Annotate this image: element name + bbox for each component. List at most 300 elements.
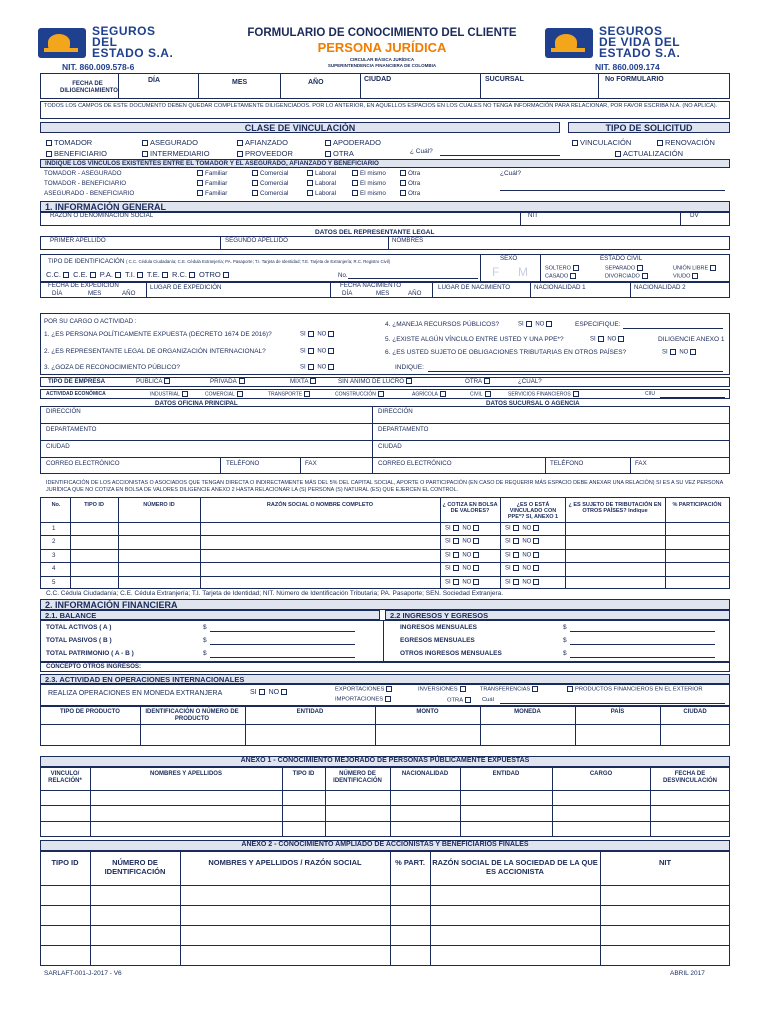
indique-label: INDIQUE:: [395, 364, 424, 371]
si-label: SI: [300, 348, 306, 355]
transferencias-checkbox[interactable]: [532, 686, 538, 692]
si-label: SI: [505, 565, 511, 572]
vinculacion-title: CLASE DE VINCULACIÓN: [40, 122, 560, 133]
currency-sign: $: [203, 624, 207, 631]
no-label: NO: [522, 525, 532, 532]
renovacion-checkbox[interactable]: [657, 140, 663, 146]
actividad-option: [470, 391, 493, 397]
comercial-checkbox[interactable]: [252, 180, 258, 186]
beneficiario-label: BENEFICIARIO: [54, 149, 107, 158]
dir-sucursal-label: DIRECCIÓN: [378, 408, 413, 415]
act-servicios-financieros-label: SERVICIOS FINANCIEROS: [508, 391, 571, 398]
currency-sign: $: [203, 637, 207, 644]
union-libre-label: UNIÓN LIBRE: [673, 265, 709, 272]
vinculo-option: [350, 180, 386, 187]
casado-label: CASADO: [545, 273, 569, 280]
id-r-c-label: R.C.: [171, 270, 187, 279]
empresa-cual-label: ¿CUÁL?: [518, 378, 542, 385]
vinculo-option-label: El mismo: [360, 180, 386, 187]
internacional-col-header: TIPO DE PRODUCTO: [60, 709, 120, 715]
anexo1-col-header: NÚMERO DE IDENTIFICACIÓN: [333, 771, 382, 784]
si-no-group: [445, 579, 481, 586]
no-label: NO: [607, 336, 617, 343]
vinculo-option-label: Laboral: [315, 190, 337, 197]
exp-mes: MES: [88, 290, 102, 297]
id-c-e-checkbox[interactable]: [90, 272, 96, 278]
si-checkbox[interactable]: [453, 525, 459, 531]
act-comercial-checkbox[interactable]: [237, 391, 243, 397]
currency-sign: $: [203, 650, 207, 657]
otra-checkbox[interactable]: [400, 190, 406, 196]
id-t-e-checkbox[interactable]: [162, 272, 168, 278]
act-agricola-checkbox[interactable]: [440, 391, 446, 397]
empresa-option: [136, 378, 172, 385]
si-checkbox[interactable]: [598, 336, 604, 342]
si-label: SI: [300, 331, 306, 338]
accionista-row-number: 3: [52, 551, 56, 559]
no-label: NO: [522, 565, 532, 572]
financiera-title: 2. INFORMACIÓN FINANCIERA: [40, 599, 730, 610]
act-construccion-checkbox[interactable]: [378, 391, 384, 397]
internacional-col-header: ENTIDAD: [296, 709, 324, 715]
tomador-checkbox[interactable]: [46, 140, 52, 146]
act-industrial-label: INDUSTRIAL: [150, 391, 180, 398]
tipo-empresa-label: TIPO DE EMPRESA: [48, 378, 106, 385]
si-no-group: [505, 538, 541, 545]
no-checkbox[interactable]: [328, 331, 334, 337]
anexo1-col-header: VINCULO/ RELACIÓN*: [48, 771, 82, 784]
vinculo-option: [250, 170, 288, 177]
inversiones-label: INVERSIONES: [418, 686, 458, 693]
vinculo-option-label: El mismo: [360, 170, 386, 177]
act-servicios-financieros-checkbox[interactable]: [573, 391, 579, 397]
id-c-c-checkbox[interactable]: [63, 272, 69, 278]
ciudad-label: CIUDAD: [364, 76, 392, 83]
si-checkbox[interactable]: [513, 538, 519, 544]
dia-label: DÍA: [148, 77, 161, 84]
vinculo-option-label: Laboral: [315, 170, 337, 177]
otra-checkbox[interactable]: [325, 151, 331, 157]
anexo2-col-header: NIT: [658, 858, 672, 867]
int-cual-label: Cuál: [482, 697, 494, 703]
no-checkbox[interactable]: [473, 565, 479, 571]
accionistas-legend: C.C. Cédula Ciudadanía; C.E. Cédula Extranjería; T.I. Tarjeta de Identidad; NIT. Número de Identificación Tributaria; PA. Pasaporte; SEN. Sociedad Extranjera.: [46, 590, 504, 597]
ano-label: AÑO: [308, 79, 324, 86]
empresa-sin-animo-de-lucro-checkbox[interactable]: [406, 378, 412, 384]
vinculo-option-label: El mismo: [360, 190, 386, 197]
anexo1-title: ANEXO 1 - CONOCIMIENTO MEJORADO DE PERSONAS PÚBLICAMENTE EXPUESTAS: [40, 756, 730, 767]
ciudad-sucursal-label: CIUDAD: [378, 443, 402, 450]
si-checkbox[interactable]: [308, 364, 314, 370]
realiza-no: NO: [268, 689, 280, 696]
si-checkbox[interactable]: [513, 552, 519, 558]
sucursal-agencia-title: DATOS SUCURSAL O AGENCIA: [486, 400, 580, 407]
anexo2-col-header: TIPO ID: [51, 858, 79, 867]
familiar-checkbox[interactable]: [197, 190, 203, 196]
si-label: SI: [445, 579, 451, 586]
anexo2-title: ANEXO 2 - CONOCIMIENTO AMPLIADO DE ACCIONISTAS Y BENEFICIARIOS FINALES: [40, 840, 730, 851]
actualizacion-checkbox[interactable]: [615, 151, 621, 157]
casado-checkbox[interactable]: [570, 273, 576, 279]
vinculo-option-label: Comercial: [260, 180, 289, 187]
el-mismo-checkbox[interactable]: [352, 180, 358, 186]
no-checkbox[interactable]: [546, 321, 552, 327]
si-label: SI: [590, 336, 596, 343]
actividad-label: ACTIVIDAD ECONÓMICA: [46, 391, 106, 397]
si-label: SI: [662, 349, 668, 356]
realiza-si-checkbox[interactable]: [259, 689, 265, 695]
vinculo-option-label: Otra: [408, 190, 421, 197]
footer-date: ABRIL 2017: [670, 970, 705, 977]
correo-sucursal-label: CORREO ELECTRÓNICO: [378, 460, 452, 467]
accionistas-col-header: RAZÓN SOCIAL O NOMBRE COMPLETO: [266, 502, 374, 508]
exp-dia: DÍA: [52, 290, 63, 297]
asegurado-label: ASEGURADO: [150, 138, 198, 147]
vinculacion-checkbox[interactable]: [572, 140, 578, 146]
productos-label: PRODUCTOS FINANCIEROS EN EL EXTERIOR: [575, 686, 703, 693]
si-no-group: [300, 364, 336, 371]
concepto-label: CONCEPTO OTROS INGRESOS:: [46, 663, 142, 670]
act-civil-label: CIVIL: [470, 391, 483, 398]
si-label: SI: [505, 579, 511, 586]
accionista-row-number: 1: [52, 525, 56, 532]
nit-left: NIT. 860.009.578-6: [62, 62, 135, 72]
vinculacion-label: VINCULACIÓN: [580, 138, 632, 147]
notice-text: TODOS LOS CAMPOS DE ESTE DOCUMENTO DEBEN QUEDAR COMPLETAMENTE DILIGENCIADOS. POR LO ANTERIOR, EN AQUELLOS ESPACIOS EN LOS CUALES NO TENGA INFORMACIÓN PARA RELACIONAR, POR FAVOR ESCRIBA N.A. (NO APLICA).: [44, 103, 718, 109]
id-otro-checkbox[interactable]: [223, 272, 229, 278]
laboral-checkbox[interactable]: [307, 180, 313, 186]
accionistas-note: IDENTIFICACIÓN DE LOS ACCIONISTAS O ASOCIADOS QUE TENGAN DIRECTA O INDIRECTAMENTE MÁS DEL 5% DEL CAPITAL SOCIAL, APORTE O PARTICIPACIÓN (EN CASO DE REQUERIR MÁS ESPACIO DEBE ANEXAR UNA RELACIÓN) SI ES A SU VEZ PERSONA JURÍDICA QUE NO COTIZA EN BOLSA DE VALORES DILIGENCIE ANEXO 2 HASTA RELACIONAR LA (S) PERSONA (S) NATURAL (ES) QUE EJERCEN EL CONTROL.: [46, 480, 723, 493]
si-checkbox[interactable]: [513, 579, 519, 585]
act-transporte-checkbox[interactable]: [304, 391, 310, 397]
tipo-id-label: TIPO DE IDENTIFICACIÓN: [48, 258, 125, 265]
empresa-otra-checkbox[interactable]: [484, 378, 490, 384]
no-label: NO: [462, 552, 472, 559]
no-label: NO: [317, 364, 327, 371]
realiza-no-checkbox[interactable]: [281, 689, 287, 695]
tipo-id-note: ( C.C. Cédula Ciudadanía; C.E. Cédula Extranjería; PA. Pasaporte; T.I. Tarjeta de Identidad; T.E. Tarjeta de Extranjería; R.C. Registro Civil): [126, 259, 391, 264]
amount-line[interactable]: [570, 644, 715, 645]
no-label: NO: [317, 348, 327, 355]
total-pasivos-label: TOTAL PASIVOS ( B ): [46, 637, 112, 644]
dv-label: DV: [690, 212, 699, 219]
vinculo-option-label: Familiar: [205, 180, 228, 187]
familiar-checkbox[interactable]: [197, 170, 203, 176]
si-checkbox[interactable]: [453, 565, 459, 571]
ciudad-principal-label: CIUDAD: [46, 443, 70, 450]
sexo-label: SEXO: [500, 255, 518, 262]
vinculo-option-label: Familiar: [205, 190, 228, 197]
si-label: SI: [445, 552, 451, 559]
estado-civil-label: ESTADO CIVIL: [600, 255, 643, 262]
importaciones-checkbox[interactable]: [385, 696, 391, 702]
si-label: SI: [505, 525, 511, 532]
lamp-emblem-icon: [545, 28, 593, 58]
vinculos-title: INDIQUE LOS VÍNCULOS EXISTENTES ENTRE EL TOMADOR Y EL ASEGURADO, AFIANZADO Y BENEFICIARIO: [40, 159, 730, 168]
fecha-label: FECHA DE DILIGENCIAMIENTO: [60, 81, 118, 94]
balance-title: 2.1. BALANCE: [40, 610, 380, 620]
vinculo-option: [398, 170, 420, 177]
si-checkbox[interactable]: [308, 348, 314, 354]
accionista-row-number: 2: [52, 538, 56, 546]
si-checkbox[interactable]: [513, 525, 519, 531]
lamp-emblem-icon: [38, 28, 86, 58]
accionistas-col-header: ¿ COTIZA EN BOLSA DE VALORES?: [442, 502, 498, 514]
si-checkbox[interactable]: [513, 565, 519, 571]
si-checkbox[interactable]: [453, 579, 459, 585]
anexo2-col-header: % PART.: [395, 858, 425, 867]
act-agricola-label: AGRÍCOLA: [412, 391, 438, 398]
vinculo-option-label: Otra: [408, 180, 421, 187]
circular-text: CIRCULAR BÁSICA JURÍDICA: [349, 57, 415, 62]
nacionalidad2-label: NACIONALIDAD 2: [634, 284, 686, 291]
familiar-checkbox[interactable]: [197, 180, 203, 186]
diligencie-anexo1-label: DILIGENCIE ANEXO 1: [658, 336, 725, 343]
cual-label: ¿ Cuál?: [410, 148, 433, 155]
fecha-exp-label: FECHA DE EXPEDICIÓN: [48, 282, 119, 289]
dir-principal-label: DIRECCIÓN: [46, 408, 81, 415]
realiza-si: SI: [250, 689, 257, 696]
no-checkbox[interactable]: [533, 525, 539, 531]
depto-sucursal-label: DEPARTAMENTO: [378, 426, 429, 433]
sexo-f[interactable]: F: [492, 265, 500, 279]
id-r-c-checkbox[interactable]: [189, 272, 195, 278]
internacional-col-header: IDENTIFICACIÓN O NÚMERO DE PRODUCTO: [145, 709, 239, 722]
empresa-privada-label: PRIVADA: [210, 378, 237, 385]
mes-label: MES: [232, 79, 248, 86]
empresa-option: [338, 378, 414, 385]
form-subtitle: PERSONA JURÍDICA: [317, 40, 447, 55]
asegurado-checkbox[interactable]: [142, 140, 148, 146]
internacional-col-header: MONTO: [416, 709, 439, 715]
anexo1-col-header: NACIONALIDAD: [401, 771, 449, 777]
transferencias-label: TRANSFERENCIAS: [480, 686, 531, 693]
no-label: NO: [522, 579, 532, 586]
internacional-col-header: PAÍS: [610, 709, 625, 715]
separado-label: SEPARADO: [605, 265, 636, 272]
vinculo-option: [350, 170, 386, 177]
razon-social-label: RAZÓN O DENOMINACIÓN SOCIAL: [50, 212, 154, 219]
act-industrial-checkbox[interactable]: [182, 391, 188, 397]
id-t-i-label: T.I.: [124, 270, 135, 279]
otra-op-label: OTRA: [447, 697, 464, 704]
si-checkbox[interactable]: [453, 552, 459, 558]
afianzado-checkbox[interactable]: [237, 140, 243, 146]
si-label: SI: [518, 321, 524, 328]
empresa-option: [210, 378, 247, 385]
empresa-mixta-label: MIXTA: [290, 378, 309, 385]
no-checkbox[interactable]: [533, 565, 539, 571]
vinculo-row-label: TOMADOR - ASEGURADO: [44, 170, 122, 177]
exportaciones-label: EXPORTACIONES: [335, 686, 385, 693]
no-checkbox[interactable]: [328, 364, 334, 370]
si-no-group: [445, 565, 481, 572]
sexo-m[interactable]: M: [518, 265, 528, 279]
actividad-option: [335, 391, 386, 397]
si-checkbox[interactable]: [526, 321, 532, 327]
segundo-apellido-label: SEGUNDO APELLIDO: [225, 237, 288, 244]
si-no-group: [505, 552, 541, 559]
vinculo-option: [195, 180, 227, 187]
id-p-a-label: P.A.: [99, 270, 113, 279]
no-label: NO: [462, 538, 472, 545]
empresa-privada-checkbox[interactable]: [239, 378, 245, 384]
apoderado-label: APODERADO: [333, 138, 381, 147]
accionistas-col-header: ¿ES O ESTÁ VINCULADO CON PPE*? SI, ANEXO 1: [507, 502, 559, 520]
logo-seguros-de-vida: SEGUROS DE VIDA DEL ESTADO S.A.: [545, 26, 735, 62]
intermediario-checkbox[interactable]: [142, 151, 148, 157]
act-transporte-label: TRANSPORTE: [268, 391, 303, 398]
otros-label: OTROS INGRESOS MENSUALES: [400, 650, 502, 657]
oficina-principal-title: DATOS OFICINA PRINCIPAL: [155, 400, 238, 407]
general-title: 1. INFORMACIÓN GENERAL: [40, 201, 730, 212]
accionistas-col-header: No.: [51, 502, 61, 508]
nac-ano: AÑO: [408, 290, 422, 297]
amount-line[interactable]: [210, 657, 355, 658]
vinculo-option: [195, 190, 227, 197]
si-checkbox[interactable]: [670, 349, 676, 355]
no-label: NO: [462, 579, 472, 586]
no-checkbox[interactable]: [473, 579, 479, 585]
ingresos-title: 2.2 INGRESOS Y EGRESOS: [385, 610, 730, 620]
laboral-checkbox[interactable]: [307, 190, 313, 196]
vinculo-row-label: TOMADOR - BENEFICIARIO: [44, 180, 127, 187]
superintendencia-text: SUPERINTENDENCIA FINANCIERA DE COLOMBIA: [327, 63, 437, 68]
anexo1-col-header: CARGO: [589, 771, 613, 777]
amount-line[interactable]: [570, 657, 715, 658]
empresa-publica-checkbox[interactable]: [164, 378, 170, 384]
viudo-label: VIUDO: [673, 273, 691, 280]
si-no-group: [445, 538, 481, 545]
vinculo-option: [250, 180, 288, 187]
el-mismo-checkbox[interactable]: [352, 170, 358, 176]
cual-line[interactable]: [440, 155, 560, 156]
currency-sign: $: [563, 624, 567, 631]
comercial-checkbox[interactable]: [252, 170, 258, 176]
no-label: NO: [522, 552, 532, 559]
anexo1-col-header: FECHA DE DESVINCULACIÓN: [662, 771, 717, 784]
laboral-checkbox[interactable]: [307, 170, 313, 176]
otra-op-checkbox[interactable]: [465, 697, 471, 703]
empresa-mixta-checkbox[interactable]: [310, 378, 316, 384]
anexo2-col-header: NÚMERO DE IDENTIFICACIÓN: [104, 858, 166, 876]
no-formulario-label: No FORMULARIO: [605, 76, 664, 83]
vinculo-option: [195, 170, 227, 177]
primer-apellido-label: PRIMER APELLIDO: [50, 237, 106, 244]
otra-checkbox[interactable]: [400, 170, 406, 176]
no-label: NO: [679, 349, 689, 356]
apoderado-checkbox[interactable]: [325, 140, 331, 146]
otra-label: OTRA: [333, 149, 354, 158]
total-patrimonio-label: TOTAL PATRIMONIO ( A - B ): [46, 650, 134, 657]
no-checkbox[interactable]: [533, 538, 539, 544]
si-label: SI: [445, 525, 451, 532]
viudo-checkbox[interactable]: [692, 273, 698, 279]
act-civil-checkbox[interactable]: [485, 391, 491, 397]
anexo1-col-header: NOMBRES Y APELLIDOS: [150, 771, 222, 777]
no-checkbox[interactable]: [618, 336, 624, 342]
vinculo-option-label: Comercial: [260, 190, 289, 197]
no-checkbox[interactable]: [473, 552, 479, 558]
currency-sign: $: [563, 637, 567, 644]
divorciado-checkbox[interactable]: [642, 273, 648, 279]
el-mismo-checkbox[interactable]: [352, 190, 358, 196]
inversiones-checkbox[interactable]: [460, 686, 466, 692]
soltero-checkbox[interactable]: [573, 265, 579, 271]
si-no-group: [445, 525, 481, 532]
exportaciones-checkbox[interactable]: [386, 686, 392, 692]
empresa-publica-label: PÚBLICA: [136, 378, 163, 385]
q2-label: 2. ¿ES REPRESENTANTE LEGAL DE ORGANIZACIÓN INTERNACIONAL?: [44, 348, 266, 355]
otra-checkbox[interactable]: [400, 180, 406, 186]
no-checkbox[interactable]: [533, 552, 539, 558]
no-checkbox[interactable]: [533, 579, 539, 585]
si-no-group: [505, 565, 541, 572]
tel-sucursal-label: TELÉFONO: [550, 460, 584, 467]
lugar-exp-label: LUGAR DE EXPEDICIÓN: [150, 284, 222, 291]
egr-label: EGRESOS MENSUALES: [400, 637, 475, 644]
no-label: NO: [522, 538, 532, 545]
nit-label: NIT: [528, 212, 538, 219]
ciiu-label: CIIU: [645, 391, 655, 397]
fecha-nac-label: FECHA NACIMIENTO: [340, 282, 402, 289]
fax-principal-label: FAX: [305, 460, 317, 467]
empresa-sin-animo-de-lucro-label: SIN ÁNIMO DE LUCRO: [338, 378, 405, 385]
q1-label: 1. ¿ES PERSONA POLÍTICAMENTE EXPUESTA (DECRETO 1674 DE 2016)?: [44, 331, 272, 338]
id-p-a-checkbox[interactable]: [115, 272, 121, 278]
union-libre-checkbox[interactable]: [710, 265, 716, 271]
no-label: NO: [317, 331, 327, 338]
id-t-e-label: T.E.: [146, 270, 160, 279]
nit-right: NIT. 860.009.174: [595, 62, 660, 72]
intermediario-label: INTERMEDIARIO: [150, 149, 210, 158]
vinculo-option-label: Laboral: [315, 180, 337, 187]
vinculo-option-label: Otra: [408, 170, 421, 177]
empresa-otra-label: OTRA: [465, 378, 483, 385]
si-label: SI: [445, 538, 451, 545]
separado-checkbox[interactable]: [637, 265, 643, 271]
internacional-title: 2.3. ACTIVIDAD EN OPERACIONES INTERNACIONALES: [40, 674, 730, 684]
vinculo-option: [398, 180, 420, 187]
amount-line[interactable]: [570, 631, 715, 632]
no-checkbox[interactable]: [328, 348, 334, 354]
tipo-solicitud-title: TIPO DE SOLICITUD: [568, 122, 730, 133]
tomador-label: TOMADOR: [54, 138, 93, 147]
afianzado-label: AFIANZADO: [245, 138, 288, 147]
amount-line[interactable]: [210, 631, 355, 632]
no-checkbox[interactable]: [690, 349, 696, 355]
amount-line[interactable]: [210, 644, 355, 645]
si-checkbox[interactable]: [453, 538, 459, 544]
no-label: No.: [338, 272, 348, 279]
proveedor-checkbox[interactable]: [237, 151, 243, 157]
no-checkbox[interactable]: [473, 525, 479, 531]
actividad-option: [508, 391, 581, 397]
accionista-row-number: 5: [52, 578, 56, 586]
no-checkbox[interactable]: [473, 538, 479, 544]
logo-seguros-del-estado: SEGUROS DEL ESTADO S.A.: [38, 26, 228, 62]
q4-label: 4. ¿MANEJA RECURSOS PÚBLICOS?: [385, 321, 500, 328]
soltero-label: SOLTERO: [545, 265, 571, 272]
id-c-c-label: C.C.: [46, 270, 61, 279]
id-t-i-checkbox[interactable]: [137, 272, 143, 278]
productos-checkbox[interactable]: [567, 686, 573, 692]
fax-sucursal-label: FAX: [635, 460, 647, 467]
comercial-checkbox[interactable]: [252, 190, 258, 196]
especifique-label: ESPECIFIQUE:: [575, 321, 621, 328]
si-checkbox[interactable]: [308, 331, 314, 337]
beneficiario-checkbox[interactable]: [46, 151, 52, 157]
